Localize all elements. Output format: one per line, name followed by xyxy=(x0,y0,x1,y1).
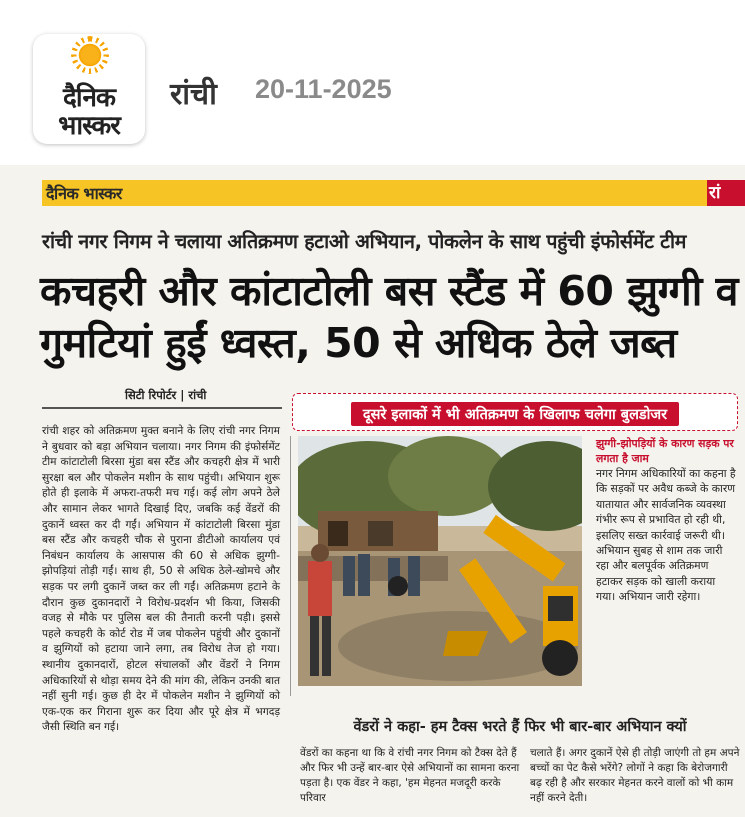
kicker-headline: रांची नगर निगम ने चलाया अतिक्रमण हटाओ अभियान, पोकलेन के साथ पहुंची इंफोर्समेंट टीम xyxy=(42,230,687,253)
divider xyxy=(42,407,282,409)
side-body: नगर निगम अधिकारियों का कहना है कि सड़कों पर अवैध कब्जे के कारण यातायात और सार्वजनिक व्यवस्था गंभीर रूप से प्रभावित हो रही थी, इसलिए सख्त कार्रवाई जरूरी थी। अभियान सुबह से शाम तक जारी रहा और बलपूर्वक अतिक्रमण हटाकर सड़क को खाली कराया गया। अभियान जारी रहेगा। xyxy=(596,467,736,604)
box-heading xyxy=(292,393,738,431)
article-body: रांची शहर को अतिक्रमण मुक्त बनाने के लिए रांची नगर निगम ने बुधवार को बड़ा अभियान चलाया। नगर निगम की इंफोर्समेंट टीम कांटाटोली बिरसा मुंडा बस स्टैंड और कचहरी क्षेत्र में भारी सुरक्षा बल और पोकलेन मशीन के साथ पहुंची। अभियान शुरू होते ही इलाके में अफरा-तफरी मच गई। कई लोग अपने ठेले और सामान लेकर भागते दिखाई दिए, जबकि कई वेंडरों की दुकानें ध्वस्त कर दी गईं। अभियान में कांटाटोली बिरसा मुंडा बस स्टैंड और कचहरी चौक से पुराना डीटीओ कार्यालय एवं निबंधन कार्यालय के आसपास की 60 से अधिक झुग्गी-झोपड़ियां तोड़ी गईं। साथ ही, 50 से अधिक ठेले-खोमचे और सड़क पर लगी दुकानें जब्त कर ली गईं। अतिक्रमण हटाने के दौरान कुछ दुकानदारों ने विरोध-प्रदर्शन भी किया, जिसकी वजह से मौके पर पुलिस बल की तैनाती करनी पड़ी। इससे पहले कचहरी के कोर्ट रोड में जब पोकलेन पहुंची और दुकानों व झुग्गियों को हटाया जाने लगा, तब विरोध तेज हो गया। स्थानीय दुकानदारों, होटल संचालकों और वेंडरों ने निगम अधिकारियों से थोड़ा समय देने की मांग की, लेकिन उनकी बात नहीं सुनी गई। कुछ ही देर में पोकलेन मशीन ने झुग्गियों को एक-एक कर गिराना शुरू कर दिया और पूरे क्षेत्र में भगदड़ जैसी स्थिति बन गई। xyxy=(42,425,280,734)
dainik-bhaskar-logo[interactable] xyxy=(33,34,145,144)
masthead-tail: रां xyxy=(707,180,745,206)
side-heading: झुग्गी-झोपड़ियों के कारण सड़क पर लगता है जाम xyxy=(596,437,734,465)
masthead-title: दैनिक भास्कर xyxy=(46,184,122,203)
masthead-band xyxy=(42,180,745,206)
vendors-column-2: चलाते हैं। अगर दुकानें ऐसे ही तोड़ी जाएंगी तो हम अपने बच्चों का पेट कैसे भरेंगे? लोगों ने कहा कि बेरोजगारी बढ़ रही है और सरकार मेहनत करने वालों को भी काम नहीं करने देती। xyxy=(530,747,740,804)
box-heading-text: दूसरे इलाकों में भी अतिक्रमण के खिलाफ चलेगा बुलडोजर xyxy=(351,402,679,426)
sun-icon xyxy=(77,42,103,68)
logo-line-1: दैनिक xyxy=(63,83,115,113)
vendors-column-1: वेंडरों का कहना था कि वे रांची नगर निगम को टैक्स देते हैं और फिर भी उन्हें बार-बार ऐसे अभियानों का सामना करना पड़ता है। एक वेंडर ने कहा, 'हम मेहनत मजदूरी करके परिवार xyxy=(300,747,520,804)
city-name: रांची xyxy=(170,77,217,112)
post-date: 20-11-2025 xyxy=(255,74,392,104)
column-divider xyxy=(290,436,291,696)
reporter-byline: सिटी रिपोर्टर | रांची xyxy=(125,388,207,402)
vendors-subheading: वेंडरों ने कहा- हम टैक्स भरते हैं फिर भी बार-बार अभियान क्यों xyxy=(353,719,687,735)
bulldozer-photo xyxy=(298,436,582,686)
main-headline: कचहरी और कांटाटोली बस स्टैंड में 60 झुग्गी व गुमटियां हुईं ध्वस्त, 50 से अधिक ठेले जब्त xyxy=(40,267,738,367)
logo-line-2: भास्कर xyxy=(58,111,120,141)
post-header xyxy=(0,0,745,165)
